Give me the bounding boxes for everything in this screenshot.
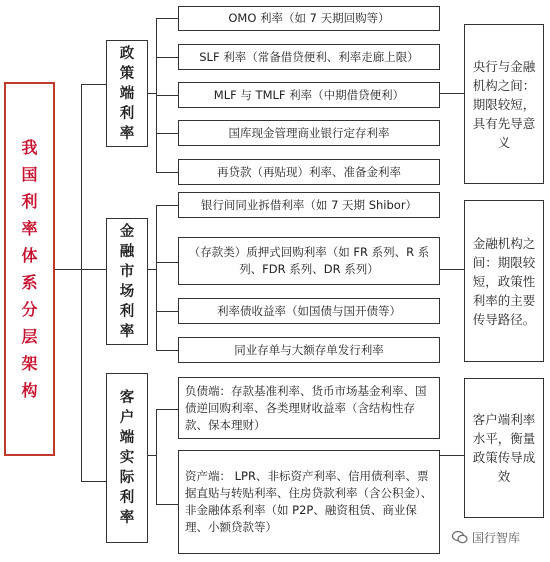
branch-1 [81,269,106,270]
cat2-arm [156,504,178,505]
cat2-trunk [156,409,157,504]
category-market-rates [106,218,148,345]
category-label: 金融市场利率 [119,223,135,340]
market-item-cd-rates: 同业存单与大额存单发行利率 [178,337,440,363]
branch-2 [81,481,106,482]
root-box [4,82,55,456]
category-label: 客户端实际利率 [119,390,135,526]
cat0-arm [156,133,178,134]
cat1-trunk [156,205,157,350]
policy-note: 央行与金融机构之间：期限较短，具有先导意义 [464,24,544,184]
root-trunk [81,84,82,481]
client-item-liability: 负债端：存款基准利率、货币市场基金利率、国债逆回购利率、各类理财收益率（含结构性存款、保本理财） [178,377,440,439]
watermark-text: 国行智库 [472,531,521,545]
policy-item-treasury-deposit: 国库现金管理商业银行定存利率 [178,120,440,146]
cat0-arm [156,57,178,58]
cat0-arm [156,18,178,19]
cat1-arm [156,205,178,206]
cat2-stub [148,455,156,456]
branch-0 [81,84,106,85]
cat2-arm [156,409,178,410]
category-client-rates [106,373,148,543]
cat1-arm [156,350,178,351]
cat2-note-connector [440,455,464,456]
root-title: 我国利率体系分层架构 [21,138,38,400]
market-item-shibor: 银行间同业拆借利率（如 7 天期 Shibor） [178,192,440,218]
watermark [452,529,520,546]
cat1-arm [156,262,178,263]
category-policy-rates [106,40,148,147]
policy-item-slf: SLF 利率（常备借贷便利、利率走廊上限） [178,44,440,70]
policy-item-relending: 再贷款（再贴现）利率、准备金利率 [178,159,440,185]
cat1-stub [148,269,156,270]
cat1-arm [156,311,178,312]
cat0-note-connector [440,93,464,94]
root-connector [55,269,81,270]
category-label: 政策端利率 [119,45,135,142]
cat1-note-connector [440,269,464,270]
policy-item-mlf: MLF 与 TMLF 利率（中期借贷便利） [178,82,440,108]
market-item-bond-yield: 利率债收益率（如国债与国开债等） [178,298,440,324]
market-note: 金融机构之间：期限较短，政策性利率的主要传导路径。 [464,200,544,362]
client-item-asset: 资产端： LPR、非标资产利率、信用债利率、票据直贴与转贴利率、住房贷款利率（含公积金）、非金融体系利率（如 P2P、融资租赁、商业保理、小额贷款等） [178,450,440,554]
cat0-stub [148,93,156,94]
policy-item-omo: OMO 利率（如 7 天期回购等） [178,6,440,31]
market-item-repo: （存款类）质押式回购利率（如 FR 系列、R 系列、FDR 系列、DR 系列） [178,237,440,285]
client-note: 客户端利率水平，衡量政策传导成效 [464,378,544,518]
cat0-arm [156,95,178,96]
wechat-icon [452,531,468,544]
cat0-arm [156,172,178,173]
